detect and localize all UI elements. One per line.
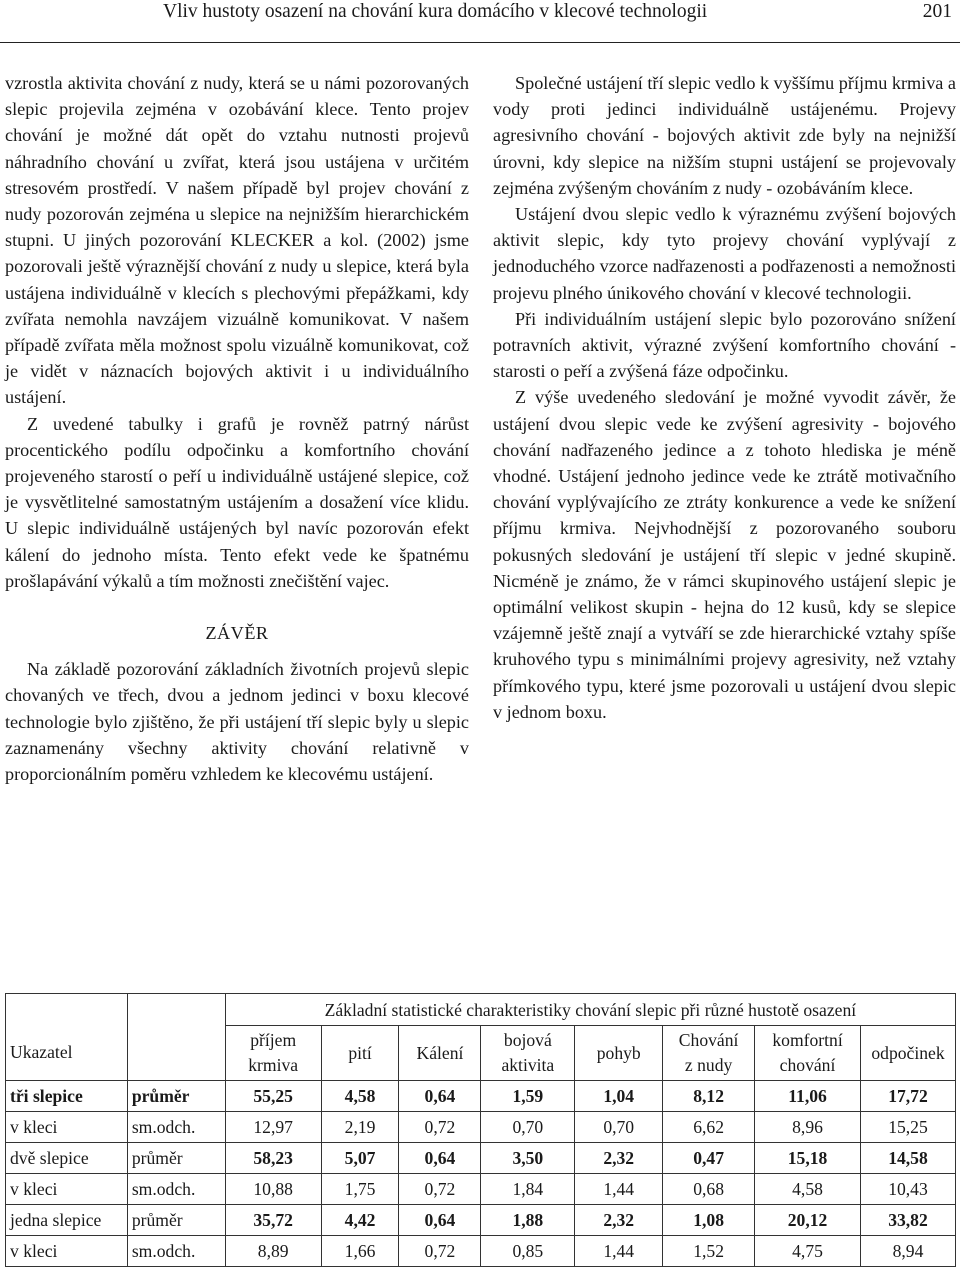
table-cell: 17,72 bbox=[860, 1081, 955, 1112]
table-cell: 0,70 bbox=[481, 1112, 575, 1143]
table-cell: 10,88 bbox=[225, 1174, 321, 1205]
table-column-header bbox=[321, 1026, 399, 1081]
table-cell: 0,68 bbox=[663, 1174, 755, 1205]
table-cell: 8,94 bbox=[860, 1236, 955, 1267]
row-stat-label: průměr bbox=[127, 1205, 225, 1236]
row-stat-label: sm.odch. bbox=[127, 1174, 225, 1205]
table-cell: 0,72 bbox=[399, 1236, 481, 1267]
row-stat-label: sm.odch. bbox=[127, 1112, 225, 1143]
table-cell: 1,75 bbox=[321, 1174, 399, 1205]
table-cell: 1,59 bbox=[481, 1081, 575, 1112]
table-cell: 0,85 bbox=[481, 1236, 575, 1267]
table-cell: 4,58 bbox=[755, 1174, 861, 1205]
table-cell: 4,75 bbox=[755, 1236, 861, 1267]
table-cell: 1,44 bbox=[575, 1174, 663, 1205]
column-header-line: chování bbox=[779, 1055, 836, 1075]
row-group-label: tři slepice bbox=[6, 1081, 128, 1112]
table-cell: 6,62 bbox=[663, 1112, 755, 1143]
row-stat-label: průměr bbox=[127, 1143, 225, 1174]
table-column-header bbox=[755, 1026, 861, 1081]
column-header-line: pohyb bbox=[596, 1042, 641, 1063]
table-row bbox=[6, 1081, 956, 1112]
column-header-line: komfortní bbox=[772, 1030, 843, 1050]
row-group-label: jedna slepice bbox=[6, 1205, 128, 1236]
paragraph: Při individuálním ustájení slepic bylo pozorováno snížení potravních aktivit, výrazné zvýšení komfortního chování - starosti o peří a zvýšená fáze odpočinku. bbox=[493, 308, 956, 382]
table-corner-cell bbox=[6, 994, 128, 1026]
table-column-header bbox=[663, 1026, 755, 1081]
row-group-label: v kleci bbox=[6, 1174, 128, 1205]
table-column-header bbox=[860, 1026, 955, 1081]
table-caption: Základní statistické charakteristiky chování slepic při různé hustotě osazení bbox=[225, 994, 955, 1026]
column-header-line: krmiva bbox=[248, 1055, 299, 1075]
row-group-label: v kleci bbox=[6, 1236, 128, 1267]
paragraph: Z uvedené tabulky i grafů je rovněž patrný nárůst procentického podílu odpočinku a komfortního chování projeveného starostí o peří u individuálně ustájené slepice, což je vysvětlitelné samostatným ustájením a dosažení více klidu. U slepic individuálně ustájených byl navíc pozorován efekt kálení do jednoho místa. Tento efekt vede ke špatnému prošlapávání výkalů a tím možnosti znečištění vajec. bbox=[5, 413, 469, 591]
table-cell: 8,96 bbox=[755, 1112, 861, 1143]
column-header-line: z nudy bbox=[684, 1055, 733, 1075]
column-header-line: odpočinek bbox=[871, 1042, 945, 1063]
table-cell: 1,52 bbox=[663, 1236, 755, 1267]
table-cell: 3,50 bbox=[481, 1143, 575, 1174]
table-cell: 0,64 bbox=[399, 1205, 481, 1236]
table-row bbox=[6, 1205, 956, 1236]
table-cell: 15,18 bbox=[755, 1143, 861, 1174]
table-cell: 2,19 bbox=[321, 1112, 399, 1143]
table-cell: 4,42 bbox=[321, 1205, 399, 1236]
table-column-header bbox=[481, 1026, 575, 1081]
table-cell: 1,84 bbox=[481, 1174, 575, 1205]
statistics-table bbox=[5, 993, 956, 1267]
row-stat-label: sm.odch. bbox=[127, 1236, 225, 1267]
page-number: 201 bbox=[922, 1, 952, 22]
table-cell: 0,72 bbox=[399, 1174, 481, 1205]
table-row bbox=[6, 1174, 956, 1205]
table-cell: 14,58 bbox=[860, 1143, 955, 1174]
table-row bbox=[6, 1143, 956, 1174]
table-cell: 20,12 bbox=[755, 1205, 861, 1236]
section-heading: ZÁVĚR bbox=[205, 623, 269, 644]
table-cell: 11,06 bbox=[755, 1081, 861, 1112]
table-cell: 8,89 bbox=[225, 1236, 321, 1267]
running-title: Vliv hustoty osazení na chování kura domácího v klecové technologii bbox=[163, 1, 708, 22]
table-cell: 0,72 bbox=[399, 1112, 481, 1143]
table-column-header bbox=[399, 1026, 481, 1081]
paragraph: Z výše uvedeného sledování je možné vyvodit závěr, že ustájení dvou slepic vede ke zvýšení agresivity - bojového chování nadřazeného jedince a z tohoto hlediska je méně vhodné. Ustájení jednoho jedince vede ke ztrátě motivačního chování vyplývajícího ze ztráty konkurence a vede ke snížení příjmu krmiva. Nejvhodnější z pozorovaného souboru pokusných sledování je ustájení tří slepic v jedné skupině. Nicméně je známo, že v rámci skupinového ustájení slepic je optimální velikost skupin - hejna do 12 kusů, kdy se slepice vzájemně ještě znají a vytváří se zde hierarchické vztahy spíše kruhového typu s minimálními projevy agresivity, než vztahy přímkového typu, které jsme pozorovali u ustájení dvou slepic v jednom boxu. bbox=[493, 387, 956, 722]
table-cell: 55,25 bbox=[225, 1081, 321, 1112]
left-column bbox=[5, 70, 469, 787]
table-cell: 1,88 bbox=[481, 1205, 575, 1236]
row-group-label: v kleci bbox=[6, 1112, 128, 1143]
table-cell: 2,32 bbox=[575, 1205, 663, 1236]
paragraph: Společné ustájení tří slepic vedlo k vyššímu příjmu krmiva a vody proti jedinci individuálně ustájenému. Projevy agresivního chování - bojových aktivit zde byly na nejnižší úrovni, kdy slepice na nižším stupni ustájení se projevovaly zejména zvýšeným chováním z nudy - ozobáváním klece. bbox=[493, 73, 956, 198]
table-cell: 0,64 bbox=[399, 1143, 481, 1174]
paragraph: Na základě pozorování základních životních projevů slepic chovaných ve třech, dvou a jednom jedinci v boxu klecové technologie bylo zjištěno, že při ustájení tří slepic byly u slepic zaznamenány všechny aktivity chování relativně v proporcionálním poměru vzhledem ke klecovému ustájení. bbox=[5, 659, 469, 785]
column-header-line: bojová bbox=[503, 1030, 552, 1050]
row-group-label: dvě slepice bbox=[6, 1143, 128, 1174]
table-header-label: Ukazatel bbox=[6, 1026, 128, 1081]
table-cell: 35,72 bbox=[225, 1205, 321, 1236]
table-cell: 4,58 bbox=[321, 1081, 399, 1112]
table-header-cell bbox=[127, 1026, 225, 1081]
table-cell: 10,43 bbox=[860, 1174, 955, 1205]
table-corner-cell bbox=[127, 994, 225, 1026]
running-header bbox=[0, 0, 960, 43]
column-header-line: pití bbox=[348, 1042, 372, 1063]
table-row bbox=[6, 1112, 956, 1143]
table-cell: 1,04 bbox=[575, 1081, 663, 1112]
table-cell: 2,32 bbox=[575, 1143, 663, 1174]
column-header-line: příjem bbox=[250, 1030, 297, 1050]
table-cell: 1,66 bbox=[321, 1236, 399, 1267]
table-cell: 0,47 bbox=[663, 1143, 755, 1174]
column-header-line: Chování bbox=[678, 1030, 739, 1050]
table-column-header bbox=[575, 1026, 663, 1081]
table-column-header bbox=[225, 1026, 321, 1081]
paragraph: Ustájení dvou slepic vedlo k výraznému zvýšení bojových aktivit slepic, kdy tyto projevy chování vyplývají z jednoduchého vzorce nadřazenosti a podřazenosti a nemožnosti projevu plného únikového chování v klecové technologii. bbox=[493, 204, 956, 303]
column-header-line: Kálení bbox=[416, 1042, 464, 1063]
paragraph: vzrostla aktivita chování z nudy, která se u námi pozorovaných slepic projevila zejména v ozobávání klece. Tento projev chování je možné dát opět do vztahu nutnosti projevů náhradního chování u zvířat, která jsou ustájena v určitém stresovém prostředí. V našem případě byl projev chování z nudy pozorován zejména u slepice na nejnižším hierarchickém stupni. U jiných pozorování KLECKER a kol. (2002) jsme pozorovali ještě výraznější chování z nudy u slepice, která byla ustájena individuálně v klecích s plechovými přepážkami, kdy zvířata nemohla navzájem vizuálně komunikovat. V našem případě zvířata měla možnost spolu vizuálně komunikovat, což je vidět v náznacích bojových aktivit i u individuálního ustájení. bbox=[5, 73, 469, 408]
row-stat-label: průměr bbox=[127, 1081, 225, 1112]
table-cell: 12,97 bbox=[225, 1112, 321, 1143]
table-cell: 1,44 bbox=[575, 1236, 663, 1267]
table-cell: 1,08 bbox=[663, 1205, 755, 1236]
table-cell: 5,07 bbox=[321, 1143, 399, 1174]
column-header-line: aktivita bbox=[501, 1055, 555, 1075]
table-cell: 58,23 bbox=[225, 1143, 321, 1174]
table-row bbox=[6, 1236, 956, 1267]
table-cell: 8,12 bbox=[663, 1081, 755, 1112]
table-cell: 33,82 bbox=[860, 1205, 955, 1236]
table-cell: 0,64 bbox=[399, 1081, 481, 1112]
right-column bbox=[493, 70, 956, 725]
table-cell: 15,25 bbox=[860, 1112, 955, 1143]
table-cell: 0,70 bbox=[575, 1112, 663, 1143]
